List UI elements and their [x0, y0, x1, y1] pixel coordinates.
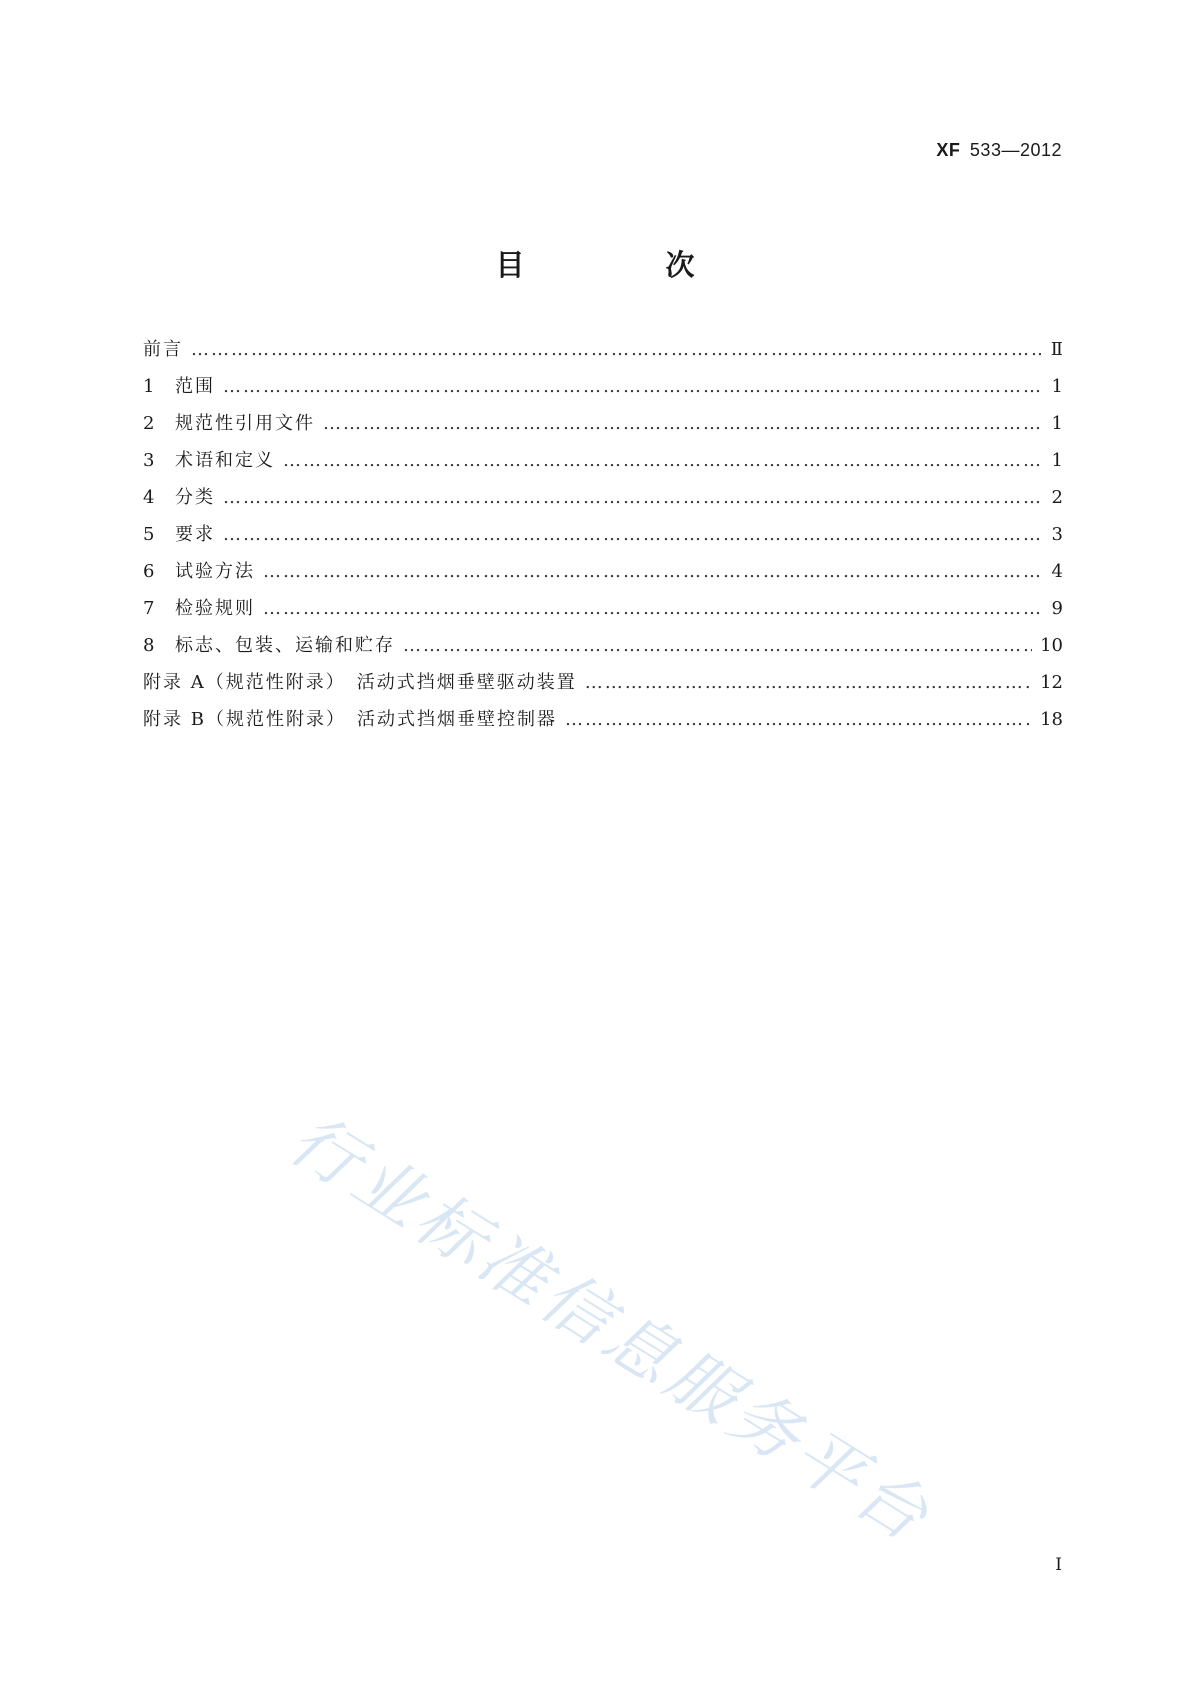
toc-entry-page: 18	[1040, 709, 1063, 730]
toc-dot-leader	[263, 561, 1041, 582]
toc-entry-number: 3	[143, 450, 155, 471]
toc-entry-foreword[interactable]	[143, 335, 1063, 372]
toc-dot-leader	[223, 376, 1041, 397]
toc-dot-leader	[191, 339, 1041, 360]
toc-entry-page: 2	[1051, 487, 1063, 508]
toc-entry-requirements[interactable]	[143, 520, 1063, 557]
document-code-number: 533—2012	[969, 140, 1062, 160]
toc-entry-label: 分类	[175, 487, 215, 508]
toc-entry-annex-b[interactable]	[143, 705, 1063, 742]
toc-dot-leader	[323, 413, 1041, 434]
toc-entry-label: 附录 A（规范性附录） 活动式挡烟垂壁驱动装置	[143, 672, 577, 693]
document-code-prefix: XF	[936, 140, 961, 160]
page-number: Ⅰ	[1055, 1555, 1062, 1575]
toc-entry-number: 6	[143, 561, 155, 582]
toc-entry-label: 附录 B（规范性附录） 活动式挡烟垂壁控制器	[143, 709, 557, 730]
toc-entry-number: 2	[143, 413, 155, 434]
toc-entry-page: 4	[1051, 561, 1063, 582]
toc-entry-page: 10	[1040, 635, 1063, 656]
toc-entry-scope[interactable]	[143, 372, 1063, 409]
watermark: 行业标准信息服务平台	[275, 1100, 946, 1560]
toc-entry-page: 1	[1051, 376, 1063, 397]
document-code	[936, 140, 1062, 161]
toc-entry-page: 12	[1040, 672, 1063, 693]
toc-title: 目 次	[495, 248, 751, 282]
toc-entry-page: 3	[1051, 524, 1063, 545]
toc-dot-leader	[283, 450, 1041, 471]
toc-entry-page: 9	[1051, 598, 1063, 619]
toc-entry-number: 7	[143, 598, 155, 619]
toc-entry-label: 术语和定义	[175, 450, 275, 471]
toc-entry-annex-a[interactable]	[143, 668, 1063, 705]
toc-entry-number: 8	[143, 635, 155, 656]
toc-dot-leader	[263, 598, 1041, 619]
toc-entry-label: 前言	[143, 339, 183, 360]
toc-dot-leader	[223, 524, 1041, 545]
toc-dot-leader	[585, 672, 1032, 693]
toc-entry-classification[interactable]	[143, 483, 1063, 520]
toc-entry-number: 5	[143, 524, 155, 545]
toc-dot-leader	[565, 709, 1032, 730]
toc-entry-terms-definitions[interactable]	[143, 446, 1063, 483]
toc-entry-page: 1	[1051, 450, 1063, 471]
toc-dot-leader	[403, 635, 1032, 656]
toc-entry-label: 规范性引用文件	[175, 413, 315, 434]
toc-entry-label: 要求	[175, 524, 215, 545]
toc-entry-inspection-rules[interactable]	[143, 594, 1063, 631]
toc-entry-page: Ⅱ	[1050, 339, 1063, 360]
toc-entry-normative-references[interactable]	[143, 409, 1063, 446]
toc-entry-label: 试验方法	[175, 561, 255, 582]
toc-dot-leader	[223, 487, 1041, 508]
table-of-contents	[143, 335, 1063, 742]
toc-entry-number: 4	[143, 487, 155, 508]
toc-entry-number: 1	[143, 376, 155, 397]
toc-entry-label: 检验规则	[175, 598, 255, 619]
toc-entry-test-methods[interactable]	[143, 557, 1063, 594]
toc-entry-page: 1	[1051, 413, 1063, 434]
toc-entry-label: 范围	[175, 376, 215, 397]
toc-entry-label: 标志、包装、运输和贮存	[175, 635, 395, 656]
toc-entry-marking-packaging[interactable]	[143, 631, 1063, 668]
